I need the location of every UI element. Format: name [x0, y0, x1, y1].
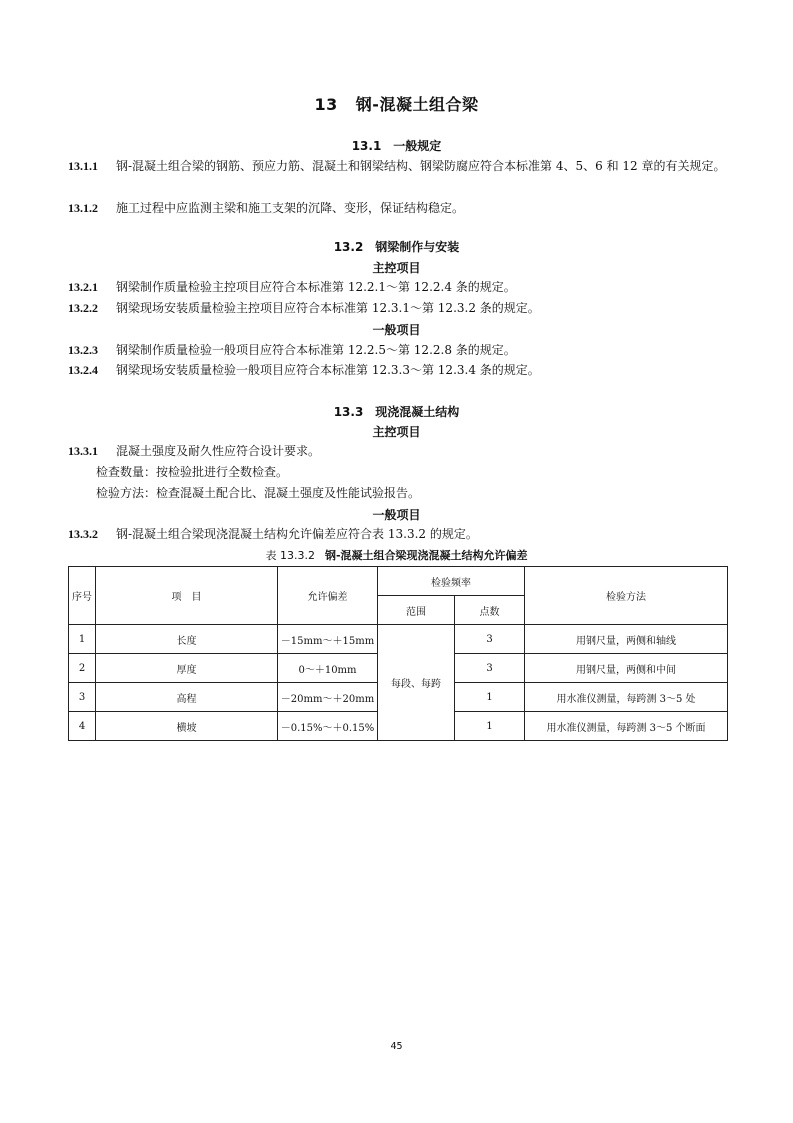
table-row: 4 横坡 －0.15%～＋0.15% 1 用水准仪测量，每跨测 3～5 个断面: [69, 712, 728, 741]
inspection-method: 检验方法：检查混凝土配合比、混凝土强度及性能试验报告。: [96, 486, 421, 500]
clause-13-3-2: 13.3.2 钢-混凝土组合梁现浇混凝土结构允许偏差应符合表 13.3.2 的规定。: [68, 527, 478, 541]
header-frequency: 检验频率: [378, 567, 525, 596]
page-number: 45: [390, 1041, 403, 1052]
clause-13-1-2: 13.1.2 施工过程中应监测主梁和施工支架的沉降、变形，保证结构稳定。: [68, 201, 465, 215]
main-items-label-13-3: 主控项目: [372, 425, 421, 439]
section-title-13-3: 13.3 现浇混凝土结构: [333, 405, 460, 419]
header-item: 项 目: [96, 567, 278, 625]
chapter-title: [0, 92, 793, 115]
inspection-quantity: 检查数量：按检验批进行全数检查。: [96, 465, 289, 479]
header-scope: 范围: [378, 596, 455, 625]
clause-13-3-1: 13.3.1 混凝土强度及耐久性应符合设计要求。: [68, 444, 321, 458]
clause-13-2-1: 13.2.1 钢梁制作质量检验主控项目应符合本标准第 12.2.1～第 12.2.4 条的规定。: [68, 280, 516, 294]
general-items-label: 一般项目: [372, 323, 421, 337]
table-row: 2 厚度 0～＋10mm 3 用钢尺量，两侧和中间: [69, 654, 728, 683]
header-points: 点数: [455, 596, 525, 625]
clause-13-1-1: 13.1.1 钢-混凝土组合梁的钢筋、预应力筋、混凝土和钢梁结构、钢梁防腐应符合本标准第 4、5、6 和 12 章的有关规定。: [68, 159, 726, 173]
header-seq: 序号: [69, 567, 96, 625]
scope-cell: 每段、每跨: [378, 625, 455, 741]
chapter-number: 13: [314, 95, 338, 114]
header-method: 检验方法: [525, 567, 728, 625]
clause-13-2-2: 13.2.2 钢梁现场安装质量检验主控项目应符合本标准第 12.3.1～第 12.3.2 条的规定。: [68, 301, 540, 315]
clause-13-2-4: 13.2.4 钢梁现场安装质量检验一般项目应符合本标准第 12.3.3～第 12.3.4 条的规定。: [68, 363, 540, 377]
table-row: 3 高程 －20mm～＋20mm 1 用水准仪测量，每跨测 3～5 处: [69, 683, 728, 712]
main-items-label: 主控项目: [372, 261, 421, 275]
header-tolerance: 允许偏差: [278, 567, 378, 625]
clause-13-2-3: 13.2.3 钢梁制作质量检验一般项目应符合本标准第 12.2.5～第 12.2.8 条的规定。: [68, 343, 516, 357]
general-items-label-13-3: 一般项目: [372, 508, 421, 522]
table-caption: 表 13.3.2 钢-混凝土组合梁现浇混凝土结构允许偏差: [265, 549, 528, 562]
section-title-13-1: 13.1 一般规定: [351, 139, 442, 153]
section-title-13-2: 13.2 钢梁制作与安装: [333, 240, 460, 254]
tolerance-table: [68, 566, 728, 741]
table-row: 1 长度 －15mm～＋15mm 每段、每跨 3 用钢尺量，两侧和轴线: [69, 625, 728, 654]
chapter-title-text: 钢-混凝土组合梁: [355, 95, 479, 114]
